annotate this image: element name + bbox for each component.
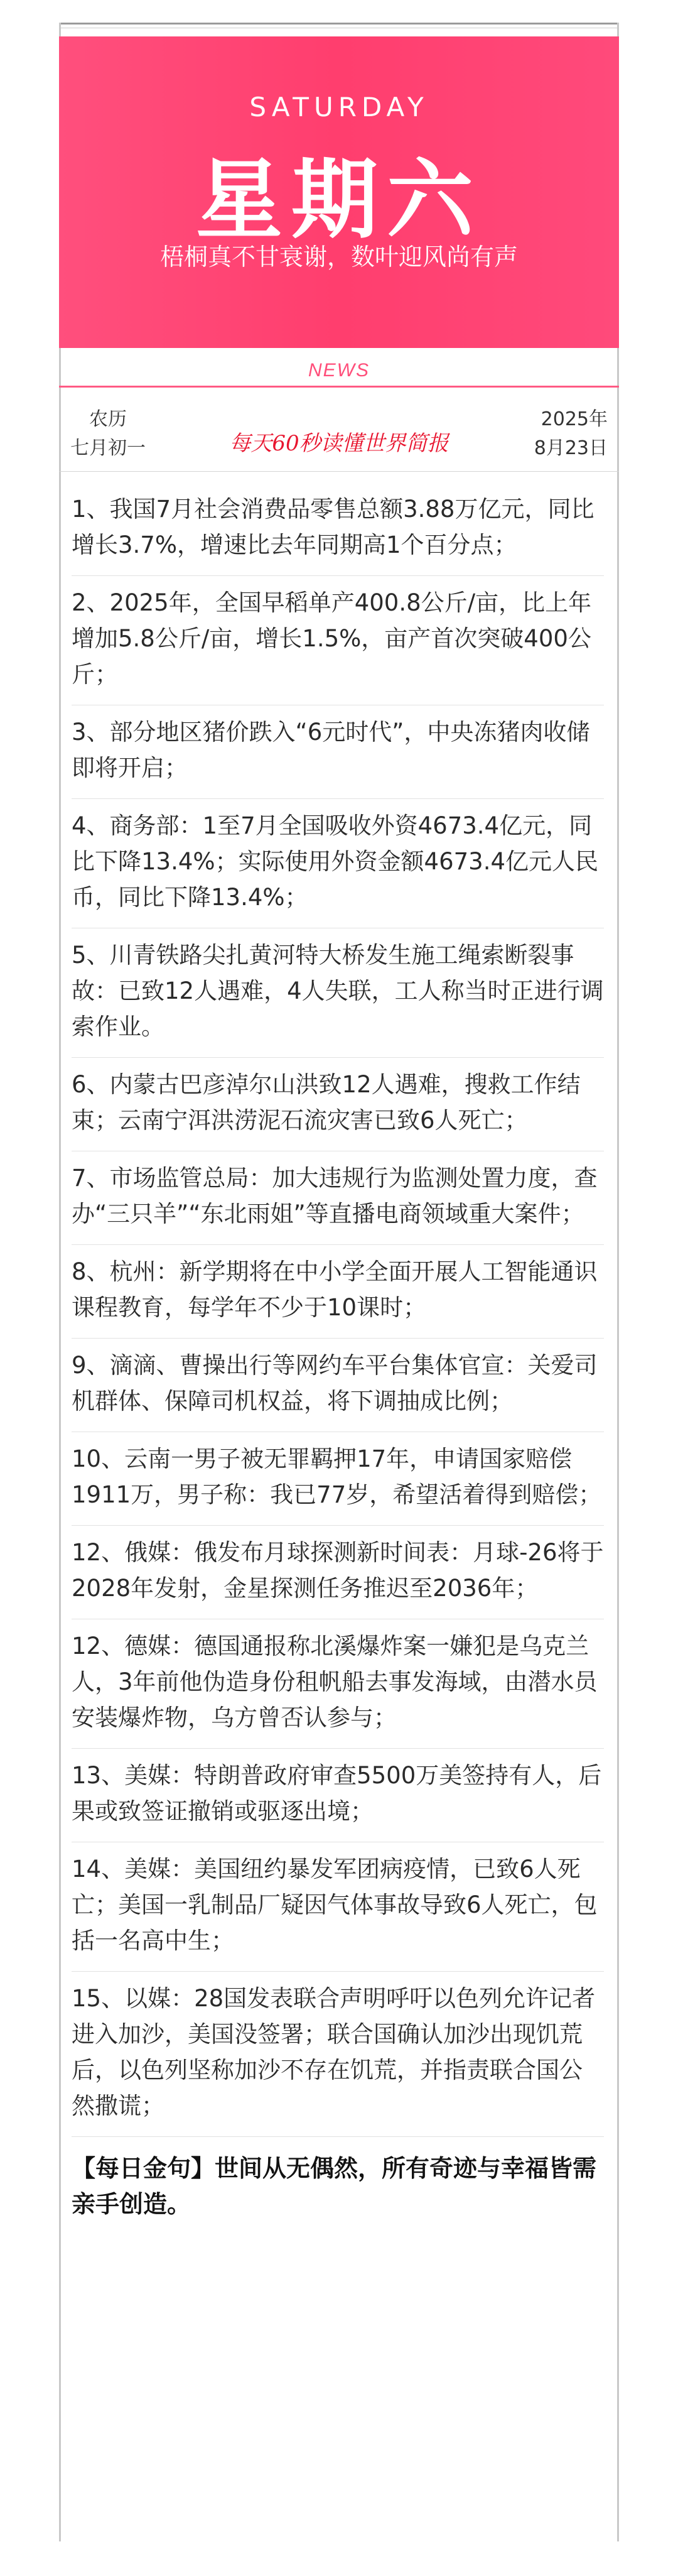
- date-day: 8月23日: [534, 437, 608, 459]
- news-item: 14、美媒：美国纽约暴发军团病疫情，已致6人死亡；美国一乳制品厂疑因气体事故导致6人死亡，包括一名高中生；: [72, 1842, 604, 1972]
- lunar-label: 农历: [89, 408, 127, 430]
- news-divider: [59, 386, 619, 388]
- date-year: 2025年: [541, 408, 608, 430]
- lunar-date: 七月初一: [70, 437, 146, 459]
- news-item: 13、美媒：特朗普政府审查5500万美签持有人，后果或致签证撤销或驱逐出境；: [72, 1749, 604, 1842]
- date-row: [59, 405, 619, 468]
- news-item: 10、云南一男子被无罪羁押17年，申请国家赔偿1911万，男子称：我已77岁，希望活着得到赔偿；: [72, 1432, 604, 1526]
- news-item: 2、2025年，全国早稻单产400.8公斤/亩，比上年增加5.8公斤/亩，增长1.5%，亩产首次突破400公斤；: [72, 576, 604, 705]
- news-item: 5、川青铁路尖扎黄河特大桥发生施工绳索断裂事故：已致12人遇难，4人失联，工人称当时正进行调索作业。: [72, 928, 604, 1058]
- news-item: 3、部分地区猪价跌入“6元时代”，中央冻猪肉收储即将开启；: [72, 705, 604, 799]
- header-banner: [59, 36, 619, 348]
- news-tag: NEWS: [308, 360, 370, 381]
- news-item: 9、滴滴、曹操出行等网约车平台集体官宣：关爱司机群体、保障司机权益，将下调抽成比例；: [72, 1339, 604, 1432]
- banner-motto: 梧桐真不甘衰谢，数叶迎风尚有声: [159, 243, 518, 271]
- news-item: 15、以媒：28国发表联合声明呼吁以色列允许记者进入加沙，美国没签署；联合国确认加沙出现饥荒后，以色列坚称加沙不存在饥荒，并指责联合国公然撒谎；: [72, 1972, 604, 2137]
- news-list: [59, 482, 619, 2236]
- news-item: 4、商务部：1至7月全国吸收外资4673.4亿元，同比下降13.4%；实际使用外资金额4673.4亿元人民币，同比下降13.4%；: [72, 799, 604, 928]
- weekday-chinese: 星期六: [195, 149, 482, 251]
- date-divider: [59, 471, 619, 472]
- news-item: 12、德媒：德国通报称北溪爆炸案一嫌犯是乌克兰人，3年前他伪造身份租帆船去事发海域，由潜水员安装爆炸物，乌方曾否认参与；: [72, 1619, 604, 1749]
- news-item: 12、俄媒：俄发布月球探测新时间表：月球-26将于2028年发射，金星探测任务推迟至2036年；: [72, 1526, 604, 1619]
- daily-quote: 【每日金句】世间从无偶然，所有奇迹与幸福皆需亲手创造。: [72, 2155, 597, 2218]
- news-item: 6、内蒙古巴彦淖尔山洪致12人遇难，搜救工作结束；云南宁洱洪涝泥石流灾害已致6人死亡；: [72, 1058, 604, 1151]
- news-item: 7、市场监管总局：加大违规行为监测处置力度，查办“三只羊”“东北雨姐”等直播电商领域重大案件；: [72, 1151, 604, 1245]
- news-item: 8、杭州：新学期将在中小学全面开展人工智能通识课程教育，每学年不少于10课时；: [72, 1245, 604, 1339]
- gregorian-date-block: [534, 405, 608, 463]
- briefing-slogan: 每天60秒读懂世界简报: [229, 431, 449, 456]
- weekday-english: SATURDAY: [249, 92, 429, 122]
- news-item: 1、我国7月社会消费品零售总额3.88万亿元，同比增长3.7%，增速比去年同期高1个百分点；: [72, 482, 604, 576]
